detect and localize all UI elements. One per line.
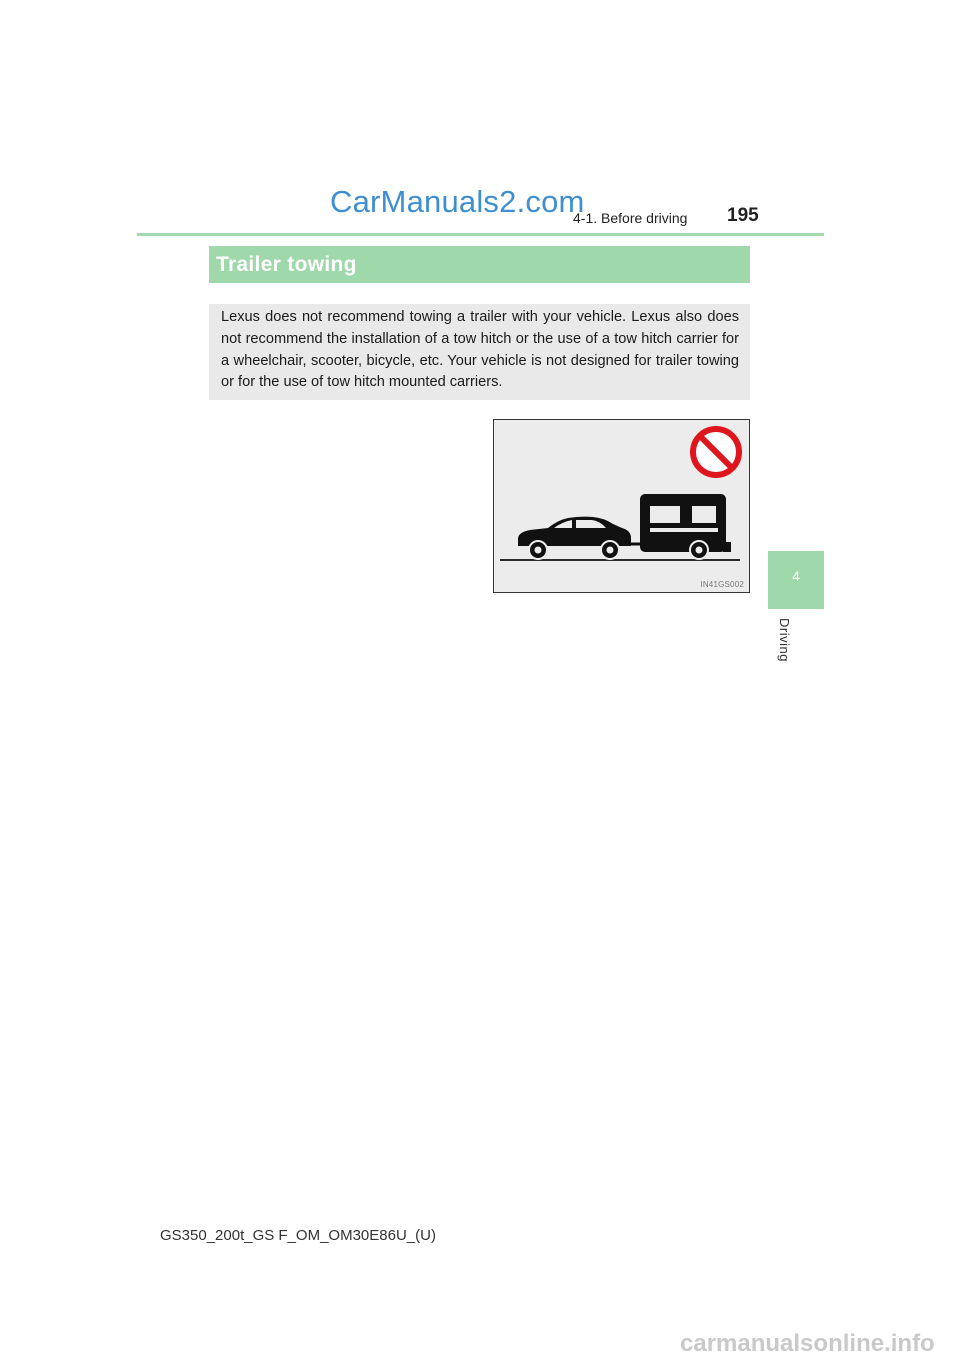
trailer-icon — [626, 494, 731, 559]
note-box — [209, 304, 750, 400]
car-icon — [518, 517, 631, 559]
chapter-title: Driving — [777, 618, 792, 662]
document-code: GS350_200t_GS F_OM_OM30E86U_(U) — [160, 1227, 436, 1244]
chapter-tab[interactable] — [768, 551, 824, 609]
watermark-top: CarManuals2.com — [330, 184, 585, 219]
section-label: 4-1. Before driving — [573, 210, 688, 226]
illustration-svg — [494, 420, 749, 592]
figure-code: IN41GS002 — [700, 580, 744, 589]
page-number: 195 — [727, 205, 759, 226]
section-title-bar — [209, 246, 750, 283]
illustration — [493, 419, 750, 593]
chapter-number: 4 — [792, 568, 800, 584]
section-title: Trailer towing — [216, 252, 357, 276]
note-text: Lexus does not recommend towing a trailer with your vehicle. Lexus also does not recommend the installation of a tow hitch or the use of a tow hitch carrier for a wheelchair, scooter, bicycle, etc. Your vehicle is not designed for trailer towing or for the use of tow hitch mounted carriers. — [221, 309, 739, 391]
header-rule — [137, 233, 824, 236]
watermark-bottom: carmanualsonline.info — [680, 1330, 935, 1357]
prohibition-icon — [693, 429, 739, 475]
